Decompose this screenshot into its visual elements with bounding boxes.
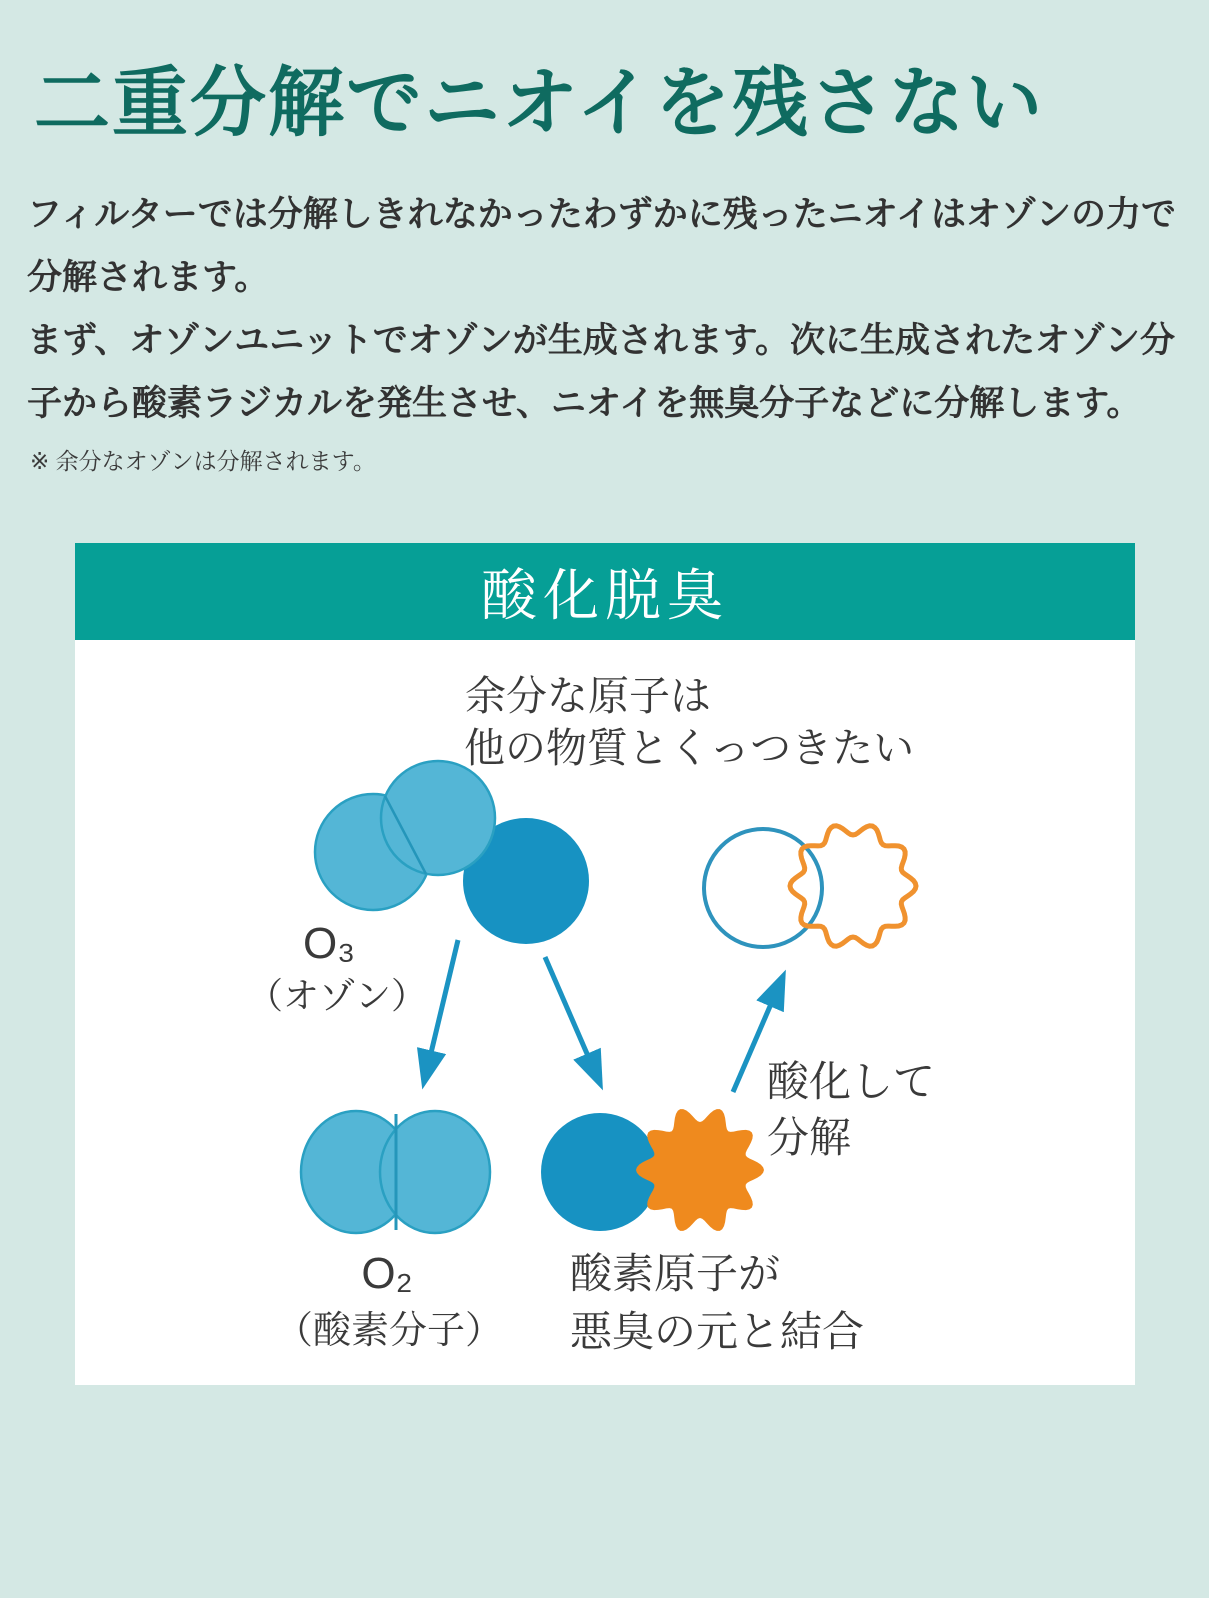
- page-title: 二重分解でニオイを残さない: [34, 61, 1045, 146]
- caption-line-2: 他の物質とくっつきたい: [464, 725, 915, 771]
- diagram-card: [75, 543, 1135, 1385]
- oxidize-label-line-1: 酸化して: [767, 1058, 936, 1105]
- diagram-card-title: 酸化脱臭: [481, 563, 729, 627]
- intro-paragraph-1: フィルターでは分解しきれなかったわずかに残ったニオイはオゾンの力で分解されます。: [27, 195, 1177, 297]
- diagram-card-header: [75, 543, 1135, 640]
- odor-molecule-shape: [636, 1109, 764, 1231]
- oxidation-diagram: [75, 640, 1135, 1385]
- ozone-light-atom-right: [381, 761, 495, 875]
- footnote: ※ 余分なオゾンは分解されます。: [30, 448, 376, 474]
- ozone-formula-label: O₃: [303, 919, 356, 968]
- arrow-down-left-icon: [431, 940, 458, 1053]
- binding-label-line-1: 酸素原子が: [570, 1250, 781, 1297]
- arrow-down-right-icon: [545, 957, 588, 1056]
- page: [0, 62, 1209, 1598]
- oxygen-name-label: （酸素分子）: [274, 1310, 504, 1352]
- binding-label-line-2: 悪臭の元と結合: [570, 1308, 865, 1355]
- ozone-name-label: （オゾン）: [247, 975, 428, 1016]
- oxygen-formula-label: O₂: [361, 1249, 413, 1298]
- odor-outline-shape: [790, 826, 916, 946]
- oxidize-label-line-2: 分解: [767, 1114, 852, 1161]
- intro-paragraph-2: まず、オゾンユニットでオゾンが生成されます。次に生成されたオゾン分子から酸素ラジカルを発生させ、ニオイを無臭分子などに分解します。: [27, 321, 1176, 423]
- caption-line-1: 余分な原子は: [465, 673, 711, 719]
- arrow-up-icon: [733, 1004, 771, 1092]
